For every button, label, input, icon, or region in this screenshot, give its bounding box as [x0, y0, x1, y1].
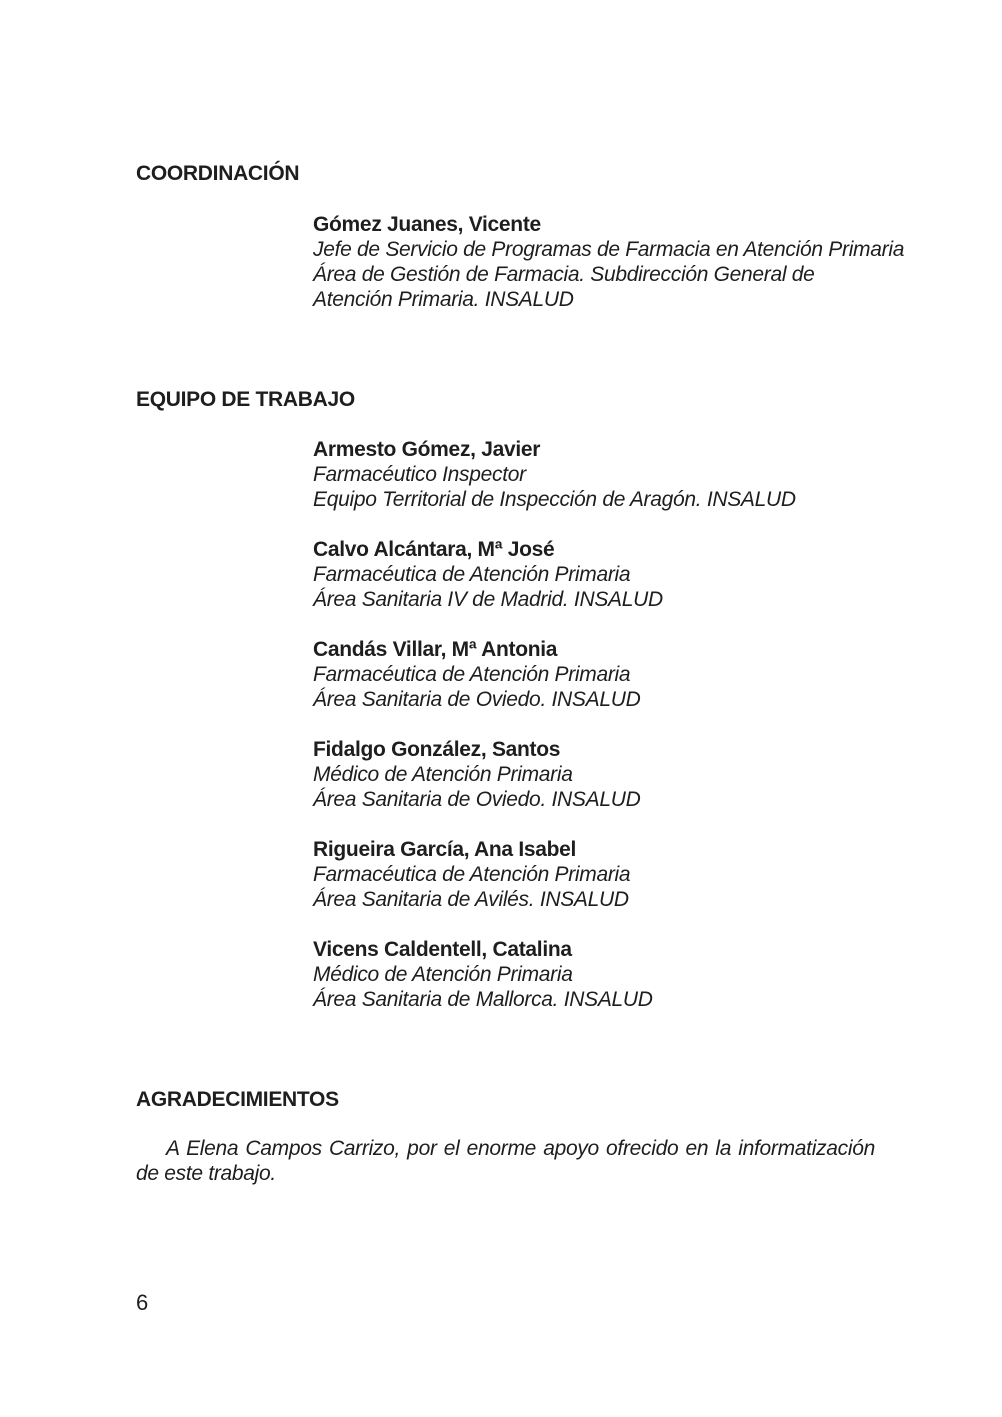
team-member-affiliation: Área Sanitaria de Oviedo. INSALUD: [313, 688, 641, 711]
team-member-role: Médico de Atención Primaria: [313, 763, 573, 786]
team-member-affiliation: Área Sanitaria de Avilés. INSALUD: [313, 888, 629, 911]
team-member-name: Candás Villar, Mª Antonia: [313, 638, 558, 661]
team-member-role: Farmacéutica de Atención Primaria: [313, 863, 631, 886]
team-member-role: Farmacéutico Inspector: [313, 463, 526, 486]
acknowledgements-text: A Elena Campos Carrizo, por el enorme apoyo ofrecido en la informatización de este trabajo.: [136, 1137, 875, 1185]
team-member-name: Armesto Gómez, Javier: [313, 438, 541, 461]
coordinator-affiliation: Área de Gestión de Farmacia. Subdirección General de Atención Primaria. INSALUD: [313, 263, 815, 311]
team-member-name: Rigueira García, Ana Isabel: [313, 838, 577, 861]
team-member-affiliation: Equipo Territorial de Inspección de Aragón. INSALUD: [313, 488, 796, 511]
team-member-role: Médico de Atención Primaria: [313, 963, 573, 986]
team-member-entry: [313, 637, 875, 712]
team-member-affiliation: Área Sanitaria de Oviedo. INSALUD: [313, 788, 641, 811]
team-member-name: Fidalgo González, Santos: [313, 738, 561, 761]
coordinator-role: Jefe de Servicio de Programas de Farmacia en Atención Primaria: [313, 238, 905, 261]
team-member-name: Vicens Caldentell, Catalina: [313, 938, 572, 961]
team-heading: EQUIPO DE TRABAJO: [136, 388, 355, 411]
team-member-role: Farmacéutica de Atención Primaria: [313, 563, 631, 586]
acknowledgements-heading: AGRADECIMIENTOS: [136, 1088, 339, 1111]
team-member-entry: [313, 437, 875, 512]
team-member-affiliation: Área Sanitaria IV de Madrid. INSALUD: [313, 588, 663, 611]
page-number: 6: [136, 1290, 149, 1315]
team-member-entry: [313, 537, 875, 612]
coordinator-name: Gómez Juanes, Vicente: [313, 213, 541, 236]
team-member-entry: [313, 937, 875, 1012]
coordinator-entry: [313, 212, 905, 312]
team-member-affiliation: Área Sanitaria de Mallorca. INSALUD: [313, 988, 653, 1011]
team-member-name: Calvo Alcántara, Mª José: [313, 538, 555, 561]
team-member-role: Farmacéutica de Atención Primaria: [313, 663, 631, 686]
coordination-heading: COORDINACIÓN: [136, 162, 300, 185]
team-member-entry: [313, 737, 875, 812]
team-member-entry: [313, 837, 875, 912]
